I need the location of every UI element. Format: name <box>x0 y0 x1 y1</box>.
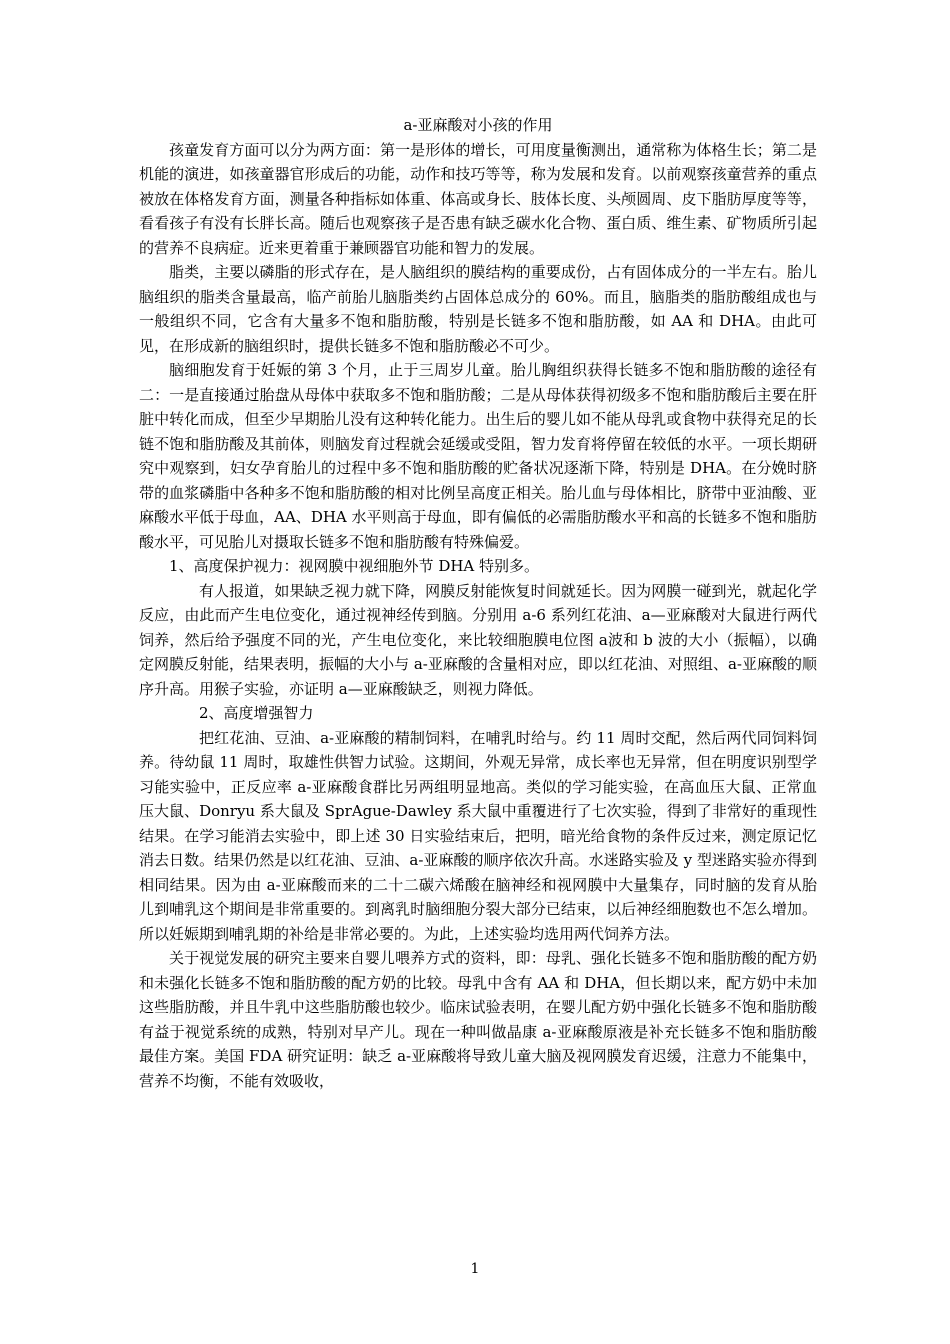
paragraph-lipids: 脂类，主要以磷脂的形式存在，是人脑组织的膜结构的重要成份，占有固体成分的一半左右。胎儿脑组织的脂类含量最高，临产前胎儿脑脂类约占固体总成分的 60%。而且，脑脂类的脂肪酸组成也与一般组织不同，它含有大量多不饱和脂肪酸，特别是长链多不饱和脂肪酸，如 AA 和 DHA。由此可见，在形成新的脑组织时，提供长链多不饱和脂肪酸必不可少。 <box>139 263 817 355</box>
document-page <box>139 113 817 1093</box>
section-body-vision: 有人报道，如果缺乏视力就下降，网膜反射能恢复时间就延长。因为网膜一碰到光，就起化学反应，由此而产生电位变化，通过视神经传到脑。分别用 a-6 系列红花油、a—亚麻酸对大鼠进行两代饲养，然后给予强度不同的光，产生电位变化，来比较细胞膜电位图 a波和 b 波的大小（振幅），以确定网膜反射能，结果表明，振幅的大小与 a-亚麻酸的含量相对应，即以红花油、对照组、a-亚麻酸的顺序升高。用猴子实验，亦证明 a—亚麻酸缺乏，则视力降低。 <box>139 581 817 698</box>
paragraph-brain-cells: 脑细胞发育于妊娠的第 3 个月，止于三周岁儿童。胎儿胸组织获得长链多不饱和脂肪酸的途径有二：一是直接通过胎盘从母体中获取多不饱和脂肪酸；二是从母体获得初级多不饱和脂肪酸后主要在肝脏中转化而成，但至少早期胎儿没有这种转化能力。出生后的婴儿如不能从母乳或食物中获得充足的长链不饱和脂肪酸及其前体，则脑发育过程就会延缓或受阻，智力发育将停留在较低的水平。一项长期研究中观察到，妇女孕育胎儿的过程中多不饱和脂肪酸的贮备状况逐渐下降，特别是 DHA。在分娩时脐带的血浆磷脂中各种多不饱和脂肪酸的相对比例呈高度正相关。胎儿血与母体相比，脐带中亚油酸、亚麻酸水平低于母血，AA、DHA 水平则高于母血，即有偏低的必需脂肪酸水平和高的长链多不饱和脂肪酸水平，可见胎儿对摄取长链多不饱和脂肪酸有特殊偏爱。 <box>139 361 817 551</box>
document-title: a-亚麻酸对小孩的作用 <box>403 116 553 134</box>
paragraph-development: 孩童发育方面可以分为两方面：第一是形体的增长，可用度量衡测出，通常称为体格生长；第二是机能的演进，如孩童器官形成后的功能，动作和技巧等等，称为发展和发育。以前观察孩童营养的重点被放在体格发育方面，测量各种指标如体重、体高或身长、肢体长度、头颅圆周、皮下脂肪厚度等等，看看孩子有没有长胖长高。随后也观察孩子是否患有缺乏碳水化合物、蛋白质、维生素、矿物质所引起的营养不良病症。近来更着重于兼顾器官功能和智力的发展。 <box>139 140 817 257</box>
section-heading-vision: 1、高度保护视力：视网膜中视细胞外节 DHA 特别多。 <box>169 557 540 575</box>
section-body-intelligence: 把红花油、豆油、a-亚麻酸的精制饲料，在哺乳时给与。约 11 周时交配，然后两代同饲料饲养。待幼鼠 11 周时，取雄性供智力试验。这期间，外观无异常，成长率也无异常，但在明度识别型学习能实验中，正反应率 a-亚麻酸食群比另两组明显地高。类似的学习能实验，在高血压大鼠、正常血压大鼠、Donryu 系大鼠及 SprAgue-Dawley 系大鼠中重覆进行了七次实验，得到了非常好的重现性结果。在学习能消去实验中，即上述 30 日实验结束后，把明，暗光给食物的条件反过来，测定原记忆消去日数。结果仍然是以红花油、豆油、a-亚麻酸的顺序依次升高。水迷路实验及 y 型迷路实验亦得到相同结果。因为由 a-亚麻酸而来的二十二碳六烯酸在脑神经和视网膜中大量集存，同时脑的发育从胎儿到哺乳这个期间是非常重要的。到离乳时脑细胞分裂大部分已结束，以后神经细胞数也不怎么增加。所以妊娠期到哺乳期的补给是非常必要的。为此，上述实验均选用两代饲养方法。 <box>139 728 817 943</box>
paragraph-closing: 关于视觉发展的研究主要来自婴儿喂养方式的资料，即：母乳、强化长链多不饱和脂肪酸的配方奶和未强化长链多不饱和脂肪酸的配方奶的比较。母乳中含有 AA 和 DHA，但长期以来，配方奶中未加这些脂肪酸，并且牛乳中这些脂肪酸也较少。临床试验表明，在婴儿配方奶中强化长链多不饱和脂肪酸有益于视觉系统的成熟，特别对早产儿。现在一种叫做晶康 a-亚麻酸原液是补充长链多不饱和脂肪酸最佳方案。美国 FDA 研究证明：缺乏 a-亚麻酸将导致儿童大脑及视网膜发育迟缓，注意力不能集中，营养不均衡，不能有效吸收， <box>139 949 817 1090</box>
page-number: 1 <box>470 1261 480 1277</box>
section-heading-intelligence: 2、高度增强智力 <box>199 704 314 722</box>
